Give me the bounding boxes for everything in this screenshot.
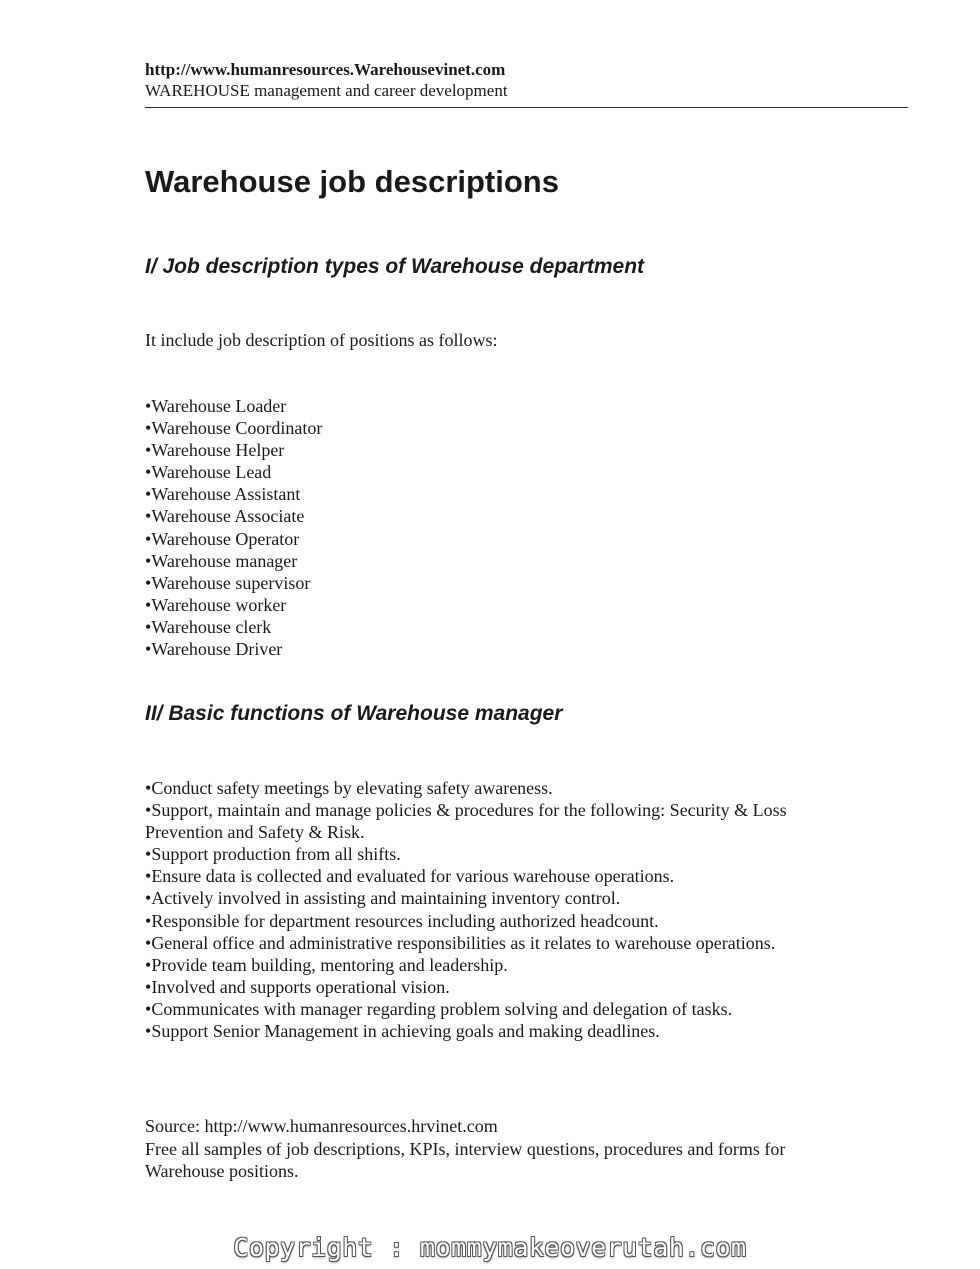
list-item: • Communicates with manager regarding problem solving and delegation of tasks. [145, 998, 845, 1020]
list-item: • General office and administrative responsibilities as it relates to warehouse operations. [145, 932, 845, 954]
list-item: • Warehouse worker [145, 594, 322, 616]
list-item: • Actively involved in assisting and maintaining inventory control. [145, 887, 845, 909]
list-item: • Warehouse Helper [145, 439, 322, 461]
copyright-watermark: Copyright : mommymakeoverutah.com [233, 1233, 747, 1262]
section-heading-manager-functions: II/ Basic functions of Warehouse manager [145, 702, 563, 725]
source-footer [145, 1115, 845, 1183]
section-heading-job-types: I/ Job description types of Warehouse department [145, 255, 645, 278]
list-item: • Conduct safety meetings by elevating safety awareness. [145, 777, 845, 799]
header-divider [145, 107, 908, 108]
list-item: • Warehouse Associate [145, 505, 322, 527]
positions-list [145, 395, 322, 660]
list-item: • Support, maintain and manage policies & procedures for the following: Security & Loss Prevention and Safety & Risk. [145, 799, 845, 843]
list-item: • Warehouse manager [145, 550, 322, 572]
list-item: • Support production from all shifts. [145, 843, 845, 865]
page-title: Warehouse job descriptions [145, 164, 559, 199]
list-item: • Warehouse clerk [145, 616, 322, 638]
list-item: • Support Senior Management in achieving goals and making deadlines. [145, 1020, 845, 1042]
source-note: Free all samples of job descriptions, KPIs, interview questions, procedures and forms for Warehouse positions. [145, 1138, 786, 1181]
list-item: • Warehouse Driver [145, 638, 322, 660]
list-item: • Warehouse Operator [145, 528, 322, 550]
list-item: • Warehouse Assistant [145, 483, 322, 505]
list-item: • Ensure data is collected and evaluated for various warehouse operations. [145, 865, 845, 887]
functions-list [145, 777, 845, 1042]
source-line: Source: http://www.humanresources.hrvinet.com [145, 1116, 498, 1136]
list-item: • Provide team building, mentoring and leadership. [145, 954, 845, 976]
header-subtitle: WAREHOUSE management and career development [145, 81, 508, 100]
section-intro: It include job description of positions as follows: [145, 330, 498, 350]
list-item: • Warehouse supervisor [145, 572, 322, 594]
list-item: • Involved and supports operational vision. [145, 976, 845, 998]
header-url: http://www.humanresources.Warehousevinet.com [145, 60, 506, 79]
list-item: • Responsible for department resources including authorized headcount. [145, 910, 845, 932]
list-item: • Warehouse Lead [145, 461, 322, 483]
list-item: • Warehouse Loader [145, 395, 322, 417]
list-item: • Warehouse Coordinator [145, 417, 322, 439]
